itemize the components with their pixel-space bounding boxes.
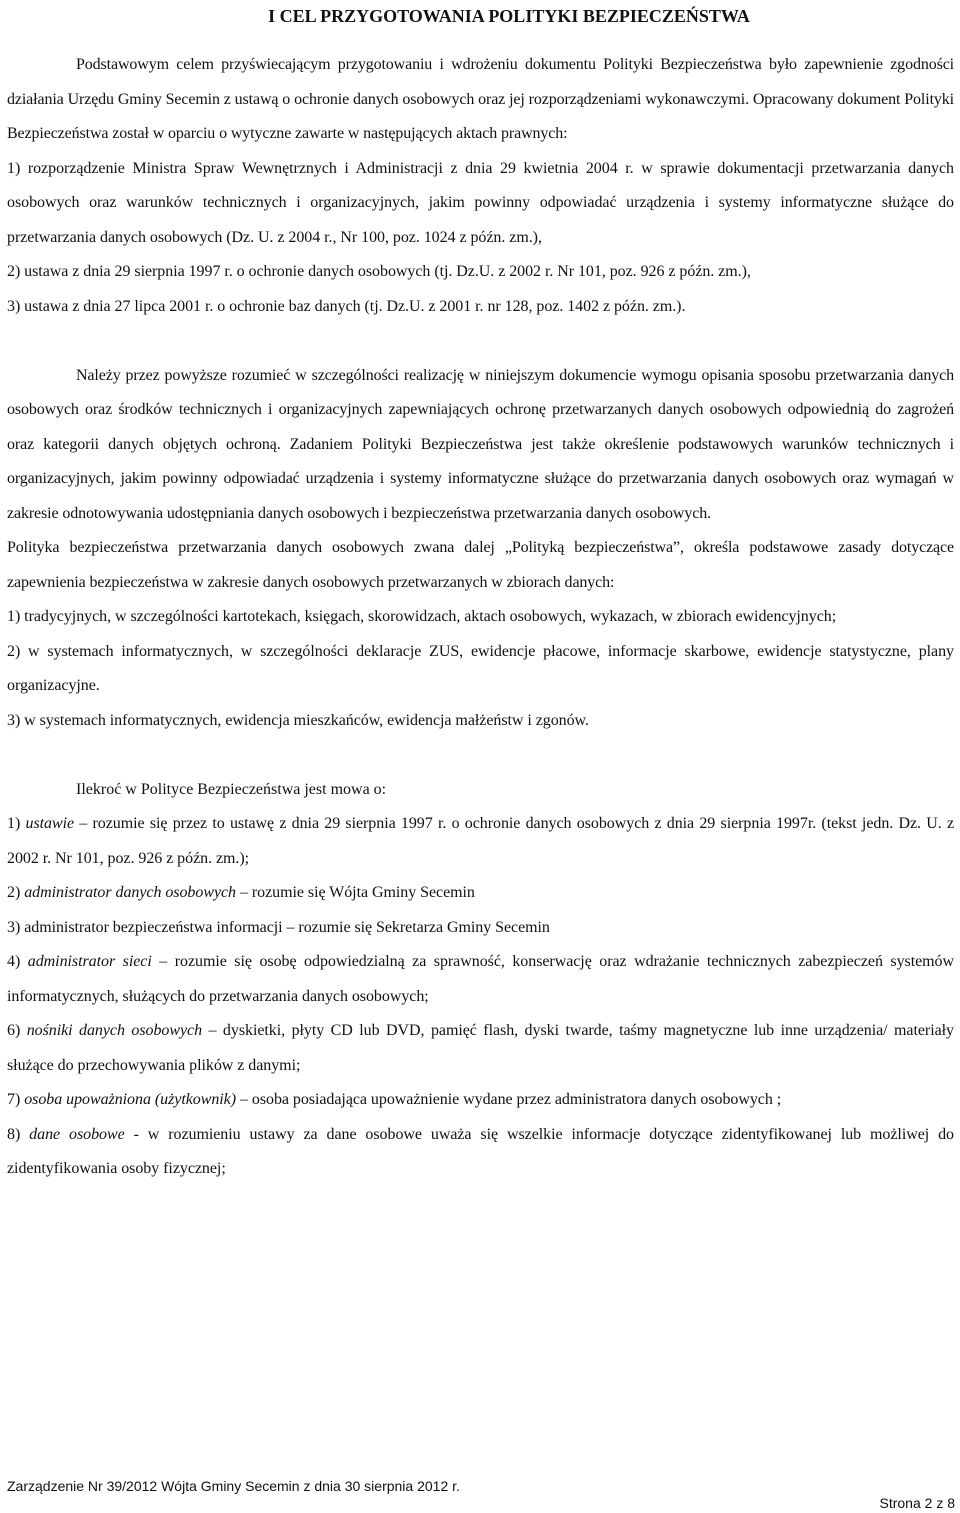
footer-regulation: Zarządzenie Nr 39/2012 Wójta Gminy Secemin z dnia 30 sierpnia 2012 r.	[7, 1478, 460, 1494]
purpose-paragraph: Należy przez powyższe rozumieć w szczególności realizację w niniejszym dokumencie wymogu opisania sposobu przetwarzania danych osobowych oraz środków technicznych i organizacyjnych zapewniających ochronę przetwarzanych danych osobowych odpowiednią do zagrożeń oraz kategorii danych objętych ochroną. Zadaniem Polityki Bezpieczeństwa jest także określenie podstawowych warunków technicznych i organizacyjnych, jakim powinny odpowiadać urządzenia i systemy informatyczne służące do przetwarzania danych osobowych oraz wymagań w zakresie odnotowywania udostępniania danych osobowych i bezpieczeństwa przetwarzania danych osobowych.	[7, 366, 954, 522]
definition-term: administrator danych osobowych	[24, 884, 237, 901]
legal-act-item: 2) ustawa z dnia 29 sierpnia 1997 r. o ochronie danych osobowych (tj. Dz.U. z 2002 r. Nr 101, poz. 926 z późn. zm.),	[7, 263, 751, 280]
page-title: I CEL PRZYGOTOWANIA POLITYKI BEZPIECZEŃSTWA	[268, 6, 750, 26]
collection-item: 3) w systemach informatycznych, ewidencja mieszkańców, ewidencja małżeństw i zgonów.	[7, 711, 589, 729]
definition-term: dane osobowe	[29, 1125, 125, 1143]
legal-act-item: 1) rozporządzenie Ministra Spraw Wewnętrznych i Administracji z dnia 29 kwietnia 2004 r. w sprawie dokumentacji przetwarzania danych osobowych oraz warunków technicznych i organizacyjnych, jakim powinny odpowiadać urządzenia i systemy informatyczne służące do przetwarzania danych osobowych (Dz. U. z 2004 r., Nr 100, poz. 1024 z późn. zm.),	[7, 159, 954, 246]
definition-number: 3)	[7, 918, 21, 936]
collection-item: 2) w systemach informatycznych, w szczególności deklaracje ZUS, ewidencje płacowe, informacje skarbowe, ewidencje statystyczne, plany organizacyjne.	[7, 642, 954, 694]
definition-number: 6)	[7, 1022, 21, 1039]
document-body	[7, 48, 954, 1187]
definition-term: nośniki danych osobowych	[26, 1022, 203, 1039]
definition-text: – rozumie się Wójta Gminy Secemin	[236, 884, 475, 901]
definition-number: 2)	[7, 884, 21, 901]
definition-term: osoba upoważniona (użytkownik)	[24, 1091, 237, 1108]
definition-text: - w rozumieniu ustawy za dane osobowe uważa się wszelkie informacje dotyczące zidentyfikowanej lub możliwej do zidentyfikowania osoby fizycznej;	[7, 1125, 954, 1177]
definition-term: administrator sieci	[27, 953, 152, 970]
definition-number: 8)	[7, 1125, 21, 1143]
definition-item	[7, 876, 954, 911]
legal-act-item: 3) ustawa z dnia 27 lipca 2001 r. o ochronie baz danych (tj. Dz.U. z 2001 r. nr 128, poz. 1402 z późn. zm.).	[7, 297, 686, 315]
definition-number: 1)	[7, 815, 21, 832]
intro-paragraph: Podstawowym celem przyświecającym przygotowaniu i wdrożeniu dokumentu Polityki Bezpieczeństwa było zapewnienie zgodności działania Urzędu Gminy Secemin z ustawą o ochronie danych osobowych oraz jej rozporządzeniami wykonawczymi. Opracowany dokument Polityki Bezpieczeństwa został w oparciu o wytyczne zawarte w następujących aktach prawnych:	[7, 56, 954, 142]
definition-item	[7, 1014, 954, 1083]
paragraph-spacer	[7, 738, 954, 773]
definition-item	[7, 807, 954, 876]
definition-number: 7)	[7, 1091, 21, 1108]
definition-text: administrator bezpieczeństwa informacji – rozumie się Sekretarza Gminy Secemin	[24, 918, 550, 936]
definition-number: 4)	[7, 953, 21, 970]
paragraph-spacer	[7, 324, 954, 359]
footer-page-number: Strona 2 z 8	[879, 1495, 955, 1511]
definition-text: – osoba posiadająca upoważnienie wydane przez administratora danych osobowych ;	[236, 1091, 782, 1108]
definition-text: – dyskietki, płyty CD lub DVD, pamięć flash, dyski twarde, taśmy magnetyczne lub inne urządzenia/ materiały służące do przechowywania plików z danymi;	[7, 1022, 955, 1074]
definition-term: ustawie	[25, 815, 75, 832]
definition-item	[7, 1083, 954, 1118]
definition-item	[7, 911, 954, 946]
scope-paragraph: Polityka bezpieczeństwa przetwarzania danych osobowych zwana dalej „Polityką bezpieczeństwa”, określa podstawowe zasady dotyczące zapewnienia bezpieczeństwa w zakresie danych osobowych przetwarzanych w zbiorach danych:	[7, 539, 954, 591]
definition-item	[7, 945, 954, 1014]
definitions-intro: Ilekroć w Polityce Bezpieczeństwa jest mowa o:	[76, 780, 387, 798]
definition-text: – rozumie się przez to ustawę z dnia 29 sierpnia 1997 r. o ochronie danych osobowych z dnia 29 sierpnia 1997r. (tekst jedn. Dz. U. z 2002 r. Nr 101, poz. 926 z późn. zm.);	[7, 815, 954, 867]
definition-text: – rozumie się osobę odpowiedzialną za sprawność, konserwację oraz wdrażanie technicznych zabezpieczeń systemów informatycznych, służących do przetwarzania danych osobowych;	[7, 953, 955, 1005]
definition-item	[7, 1118, 954, 1187]
collection-item: 1) tradycyjnych, w szczególności kartotekach, księgach, skorowidzach, aktach osobowych, wykazach, w zbiorach ewidencyjnych;	[7, 608, 837, 625]
